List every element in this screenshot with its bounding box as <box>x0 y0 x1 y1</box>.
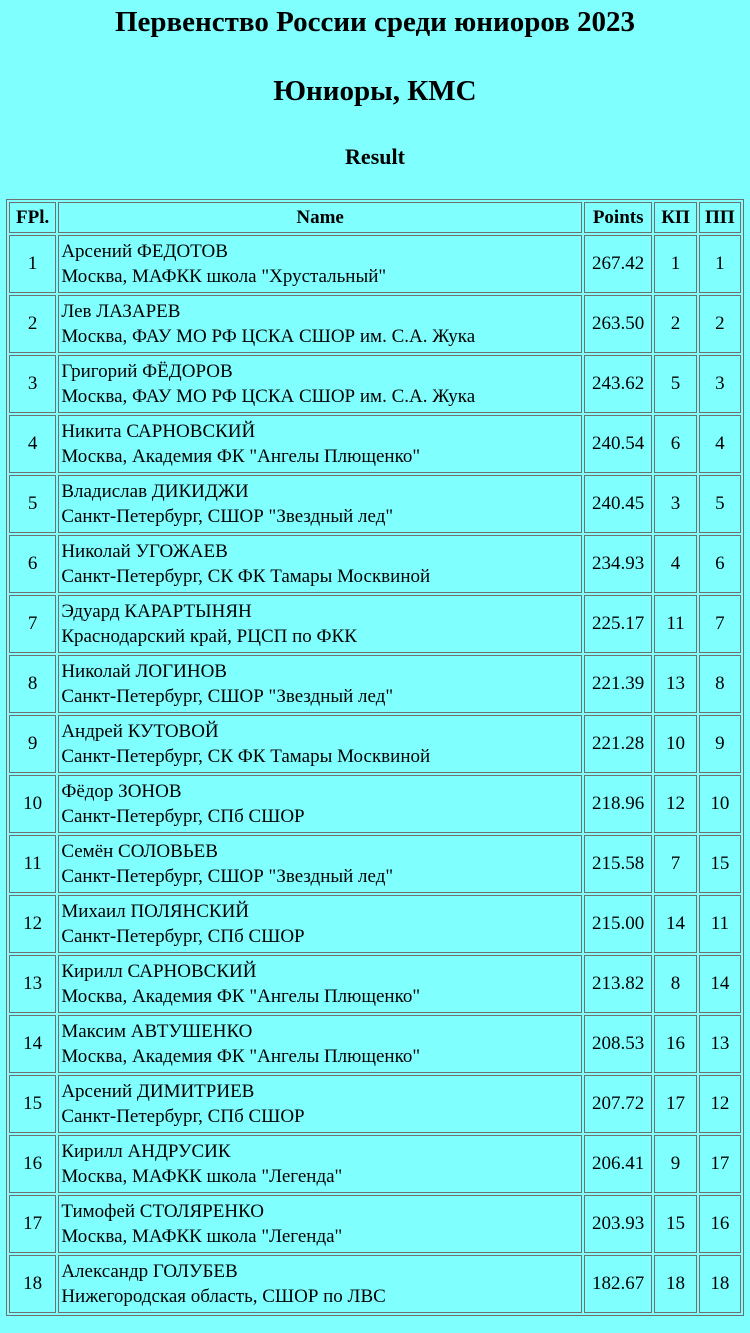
skater-name: Владислав ДИКИДЖИ <box>61 481 249 502</box>
section-title: Result <box>345 144 405 169</box>
skater-name: Николай УГОЖАЕВ <box>61 541 228 562</box>
column-header-name: Name <box>58 202 582 233</box>
free-program-place-cell: 8 <box>699 655 741 713</box>
place-cell: 11 <box>9 835 56 893</box>
category-title: Юниоры, КМС <box>273 75 477 107</box>
free-program-place-cell: 7 <box>699 595 741 653</box>
skater-name: Григорий ФЁДОРОВ <box>61 361 233 382</box>
free-program-place-cell: 18 <box>699 1255 741 1313</box>
short-program-place-cell: 14 <box>654 895 696 953</box>
results-body <box>9 235 741 1313</box>
skater-cell <box>58 295 582 353</box>
free-program-place-cell: 13 <box>699 1015 741 1073</box>
points-cell: 208.53 <box>584 1015 652 1073</box>
skater-name: Лев ЛАЗАРЕВ <box>61 301 181 322</box>
skater-club: Москва, ФАУ МО РФ ЦСКА СШОР им. С.А. Жука <box>61 326 476 347</box>
column-header-short-program: КП <box>654 202 696 233</box>
place-cell: 16 <box>9 1135 56 1193</box>
free-program-place-cell: 6 <box>699 535 741 593</box>
skater-name: Михаил ПОЛЯНСКИЙ <box>61 901 250 922</box>
skater-name: Семён СОЛОВЬЕВ <box>61 841 218 862</box>
free-program-place-cell: 4 <box>699 415 741 473</box>
skater-cell <box>58 1015 582 1073</box>
place-cell: 7 <box>9 595 56 653</box>
skater-club: Санкт-Петербург, СПб СШОР <box>61 1106 305 1127</box>
skater-club: Москва, МАФКК школа "Хрустальный" <box>61 266 387 287</box>
points-cell: 206.41 <box>584 1135 652 1193</box>
skater-cell <box>58 955 582 1013</box>
short-program-place-cell: 15 <box>654 1195 696 1253</box>
skater-cell <box>58 1135 582 1193</box>
skater-club: Москва, МАФКК школа "Легенда" <box>61 1166 343 1187</box>
points-cell: 215.00 <box>584 895 652 953</box>
short-program-place-cell: 7 <box>654 835 696 893</box>
skater-name: Эдуард КАРАРТЫНЯН <box>61 601 252 622</box>
table-row <box>9 1135 741 1193</box>
skater-name: Арсений ДИМИТРИЕВ <box>61 1081 255 1102</box>
place-cell: 4 <box>9 415 56 473</box>
skater-name: Кирилл САРНОВСКИЙ <box>61 961 257 982</box>
skater-club: Москва, Академия ФК "Ангелы Плющенко" <box>61 1046 421 1067</box>
place-cell: 14 <box>9 1015 56 1073</box>
short-program-place-cell: 12 <box>654 775 696 833</box>
points-cell: 221.39 <box>584 655 652 713</box>
points-cell: 240.45 <box>584 475 652 533</box>
place-cell: 2 <box>9 295 56 353</box>
short-program-place-cell: 10 <box>654 715 696 773</box>
skater-cell <box>58 535 582 593</box>
skater-name: Александр ГОЛУБЕВ <box>61 1261 238 1282</box>
points-cell: 215.58 <box>584 835 652 893</box>
short-program-place-cell: 3 <box>654 475 696 533</box>
free-program-place-cell: 11 <box>699 895 741 953</box>
short-program-place-cell: 16 <box>654 1015 696 1073</box>
table-row <box>9 595 741 653</box>
table-row <box>9 655 741 713</box>
table-row <box>9 895 741 953</box>
column-header-free-program: ПП <box>699 202 741 233</box>
skater-name: Максим АВТУШЕНКО <box>61 1021 253 1042</box>
skater-cell <box>58 715 582 773</box>
table-row <box>9 1015 741 1073</box>
points-cell: 243.62 <box>584 355 652 413</box>
place-cell: 1 <box>9 235 56 293</box>
short-program-place-cell: 2 <box>654 295 696 353</box>
short-program-place-cell: 5 <box>654 355 696 413</box>
skater-cell <box>58 475 582 533</box>
free-program-place-cell: 2 <box>699 295 741 353</box>
short-program-place-cell: 4 <box>654 535 696 593</box>
free-program-place-cell: 10 <box>699 775 741 833</box>
place-cell: 3 <box>9 355 56 413</box>
short-program-place-cell: 13 <box>654 655 696 713</box>
short-program-place-cell: 8 <box>654 955 696 1013</box>
free-program-place-cell: 16 <box>699 1195 741 1253</box>
skater-cell <box>58 1255 582 1313</box>
free-program-place-cell: 3 <box>699 355 741 413</box>
points-cell: 267.42 <box>584 235 652 293</box>
skater-cell <box>58 775 582 833</box>
points-cell: 234.93 <box>584 535 652 593</box>
table-row <box>9 835 741 893</box>
skater-name: Андрей КУТОВОЙ <box>61 721 219 742</box>
skater-club: Санкт-Петербург, СШОР "Звездный лед" <box>61 506 394 527</box>
skater-club: Санкт-Петербург, СК ФК Тамары Москвиной <box>61 566 431 587</box>
points-cell: 263.50 <box>584 295 652 353</box>
short-program-place-cell: 18 <box>654 1255 696 1313</box>
place-cell: 18 <box>9 1255 56 1313</box>
table-row <box>9 1075 741 1133</box>
place-cell: 10 <box>9 775 56 833</box>
free-program-place-cell: 9 <box>699 715 741 773</box>
points-cell: 218.96 <box>584 775 652 833</box>
short-program-place-cell: 1 <box>654 235 696 293</box>
points-cell: 182.67 <box>584 1255 652 1313</box>
free-program-place-cell: 17 <box>699 1135 741 1193</box>
skater-club: Москва, МАФКК школа "Легенда" <box>61 1226 343 1247</box>
skater-cell <box>58 895 582 953</box>
place-cell: 13 <box>9 955 56 1013</box>
skater-name: Кирилл АНДРУСИК <box>61 1141 231 1162</box>
skater-cell <box>58 235 582 293</box>
short-program-place-cell: 17 <box>654 1075 696 1133</box>
column-header-place: FPl. <box>9 202 56 233</box>
table-row <box>9 775 741 833</box>
place-cell: 15 <box>9 1075 56 1133</box>
place-cell: 9 <box>9 715 56 773</box>
skater-name: Тимофей СТОЛЯРЕНКО <box>61 1201 264 1222</box>
short-program-place-cell: 6 <box>654 415 696 473</box>
points-cell: 221.28 <box>584 715 652 773</box>
skater-name: Никита САРНОВСКИЙ <box>61 421 256 442</box>
short-program-place-cell: 9 <box>654 1135 696 1193</box>
free-program-place-cell: 12 <box>699 1075 741 1133</box>
place-cell: 17 <box>9 1195 56 1253</box>
results-table <box>6 199 744 1316</box>
table-row <box>9 295 741 353</box>
table-row <box>9 1255 741 1313</box>
skater-name: Фёдор ЗОНОВ <box>61 781 182 802</box>
place-cell: 5 <box>9 475 56 533</box>
skater-cell <box>58 595 582 653</box>
points-cell: 207.72 <box>584 1075 652 1133</box>
skater-cell <box>58 655 582 713</box>
skater-club: Санкт-Петербург, СПб СШОР <box>61 926 305 947</box>
skater-cell <box>58 1075 582 1133</box>
table-row <box>9 415 741 473</box>
skater-club: Краснодарский край, РЦСП по ФКК <box>61 626 357 647</box>
free-program-place-cell: 14 <box>699 955 741 1013</box>
skater-name: Николай ЛОГИНОВ <box>61 661 227 682</box>
skater-cell <box>58 835 582 893</box>
column-header-points: Points <box>584 202 652 233</box>
skater-club: Москва, Академия ФК "Ангелы Плющенко" <box>61 986 421 1007</box>
table-row <box>9 1195 741 1253</box>
points-cell: 240.54 <box>584 415 652 473</box>
table-row <box>9 355 741 413</box>
table-header-row <box>9 202 741 233</box>
free-program-place-cell: 1 <box>699 235 741 293</box>
table-row <box>9 235 741 293</box>
points-cell: 203.93 <box>584 1195 652 1253</box>
short-program-place-cell: 11 <box>654 595 696 653</box>
skater-cell <box>58 355 582 413</box>
skater-club: Санкт-Петербург, СК ФК Тамары Москвиной <box>61 746 431 767</box>
table-row <box>9 475 741 533</box>
skater-club: Москва, Академия ФК "Ангелы Плющенко" <box>61 446 421 467</box>
skater-club: Санкт-Петербург, СПб СШОР <box>61 806 305 827</box>
table-row <box>9 955 741 1013</box>
skater-club: Санкт-Петербург, СШОР "Звездный лед" <box>61 866 394 887</box>
place-cell: 6 <box>9 535 56 593</box>
place-cell: 12 <box>9 895 56 953</box>
skater-club: Москва, ФАУ МО РФ ЦСКА СШОР им. С.А. Жука <box>61 386 476 407</box>
skater-cell <box>58 415 582 473</box>
table-row <box>9 535 741 593</box>
event-title: Первенство России среди юниоров 2023 <box>114 6 636 38</box>
points-cell: 225.17 <box>584 595 652 653</box>
free-program-place-cell: 5 <box>699 475 741 533</box>
place-cell: 8 <box>9 655 56 713</box>
free-program-place-cell: 15 <box>699 835 741 893</box>
skater-name: Арсений ФЕДОТОВ <box>61 241 228 262</box>
points-cell: 213.82 <box>584 955 652 1013</box>
skater-club: Санкт-Петербург, СШОР "Звездный лед" <box>61 686 394 707</box>
table-row <box>9 715 741 773</box>
skater-club: Нижегородская область, СШОР по ЛВС <box>61 1286 386 1307</box>
skater-cell <box>58 1195 582 1253</box>
